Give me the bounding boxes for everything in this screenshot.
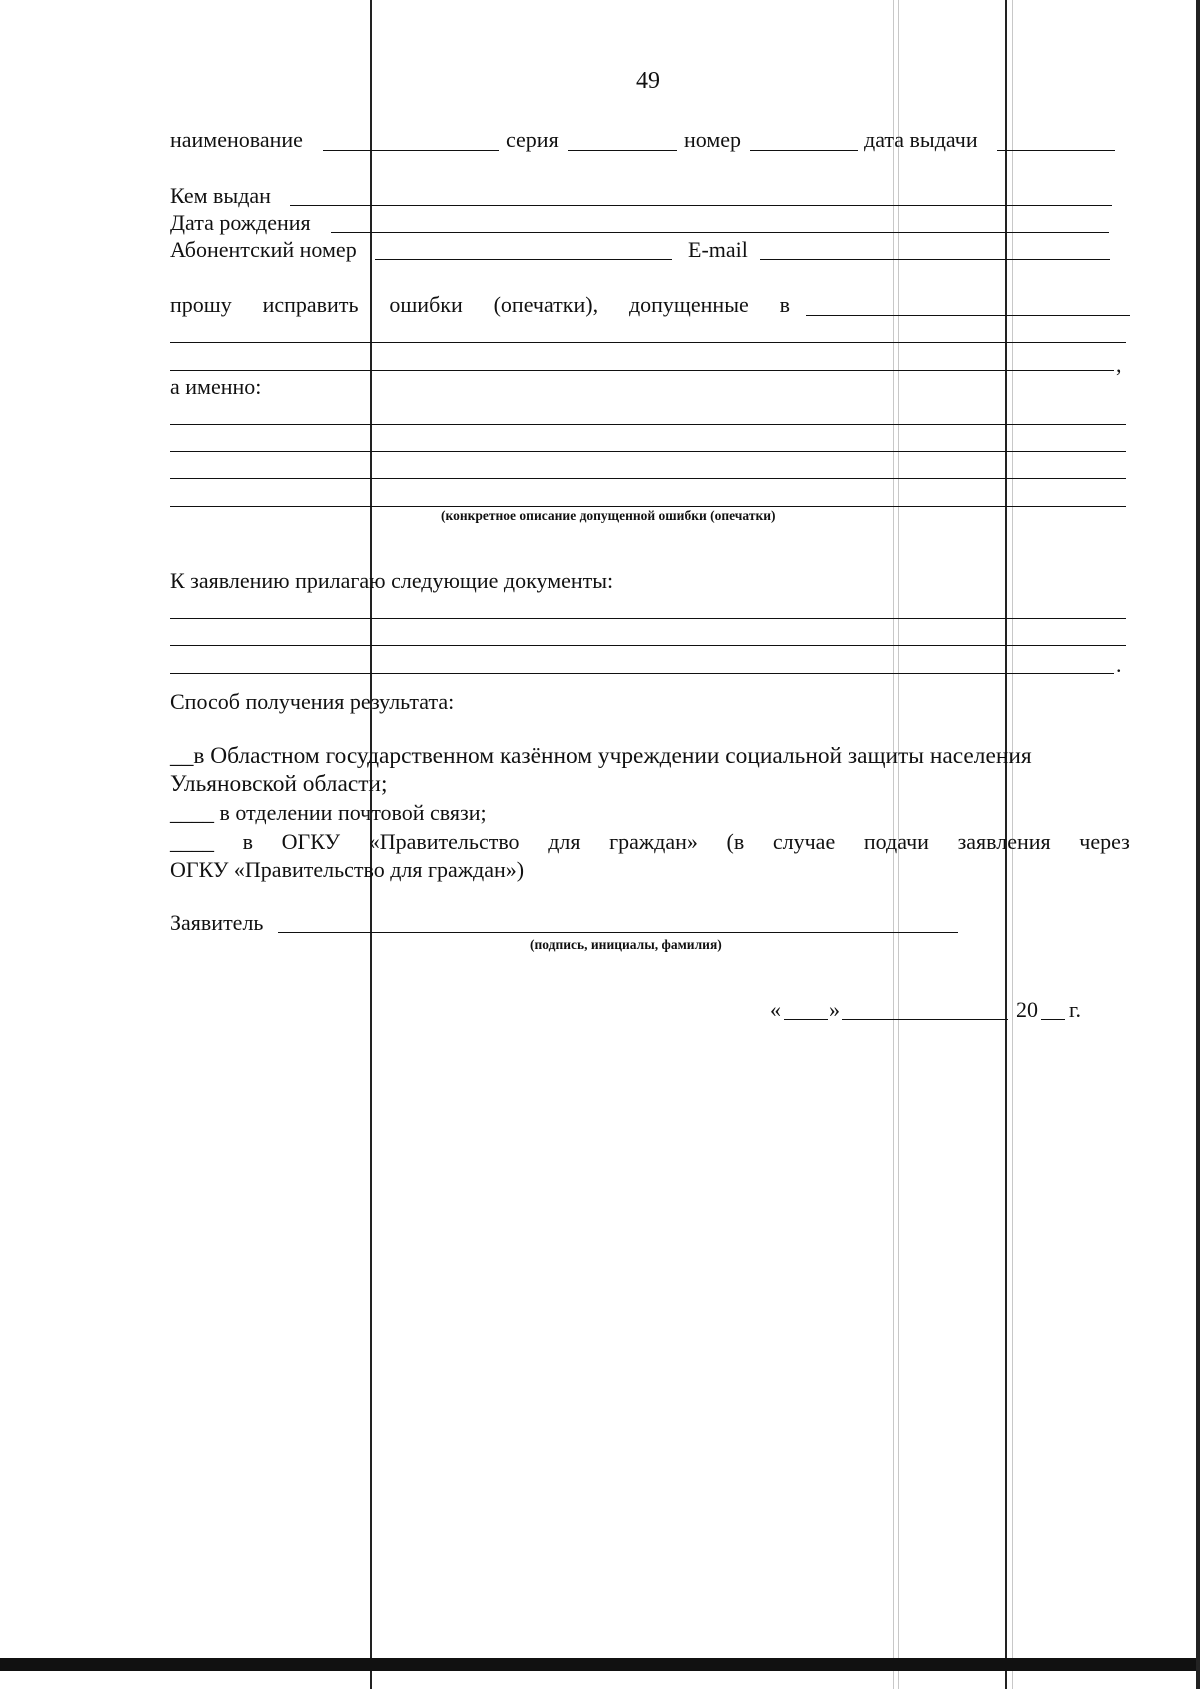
date-month-line bbox=[842, 1019, 1008, 1020]
date-open-quote: « bbox=[770, 997, 781, 1022]
option-gov-word: подачи bbox=[863, 829, 929, 854]
request-word: (опечатки), bbox=[493, 292, 599, 317]
request-word: в bbox=[779, 292, 790, 317]
result-method-label: Способ получения результата: bbox=[170, 689, 455, 714]
request-line bbox=[170, 292, 790, 318]
attachments-line bbox=[170, 618, 1126, 619]
option-post-text: в отделении почтовой связи; bbox=[219, 800, 487, 825]
option-gov-word: для bbox=[548, 829, 581, 854]
subscriber-number-label: Абонентский номер bbox=[170, 237, 357, 262]
namely-label: а именно: bbox=[170, 374, 262, 399]
issued-by-label: Кем выдан bbox=[170, 183, 271, 208]
option-gov-word: заявления bbox=[957, 829, 1051, 854]
applicant-label: Заявитель bbox=[170, 910, 264, 935]
option-gov-word: (в bbox=[726, 829, 745, 854]
series-label: серия bbox=[506, 127, 559, 152]
option-office bbox=[170, 743, 1032, 769]
number-field-line bbox=[750, 150, 858, 151]
date-close-quote: » bbox=[829, 997, 840, 1022]
error-description-line bbox=[170, 506, 1126, 507]
attachments-line bbox=[170, 645, 1126, 646]
date-day-line bbox=[784, 1019, 828, 1020]
birth-date-label: Дата рождения bbox=[170, 210, 311, 235]
document-name-field-line bbox=[170, 342, 1126, 343]
option-post bbox=[170, 800, 487, 826]
option-gov-word: ОГКУ bbox=[281, 829, 341, 854]
option-gov-word: ____ bbox=[170, 829, 214, 854]
option-government-line2: ОГКУ «Правительство для граждан») bbox=[170, 857, 525, 882]
period: . bbox=[1116, 652, 1122, 677]
name-label: наименование bbox=[170, 127, 303, 152]
option-office-line2: Ульяновской области; bbox=[170, 771, 388, 797]
request-word: допущенные bbox=[628, 292, 749, 317]
number-label: номер bbox=[684, 127, 742, 152]
email-label: E-mail bbox=[688, 237, 748, 262]
request-word: прошу bbox=[170, 292, 232, 317]
page-number: 49 bbox=[636, 68, 660, 94]
comma: , bbox=[1116, 352, 1122, 377]
scan-right-border bbox=[1196, 0, 1200, 1689]
date-year-line bbox=[1041, 1019, 1065, 1020]
document-name-field-line bbox=[170, 370, 1114, 371]
error-description-line bbox=[170, 451, 1126, 452]
option-gov-word: граждан» bbox=[609, 829, 698, 854]
error-description-line bbox=[170, 424, 1126, 425]
issue-date-label: дата выдачи bbox=[864, 127, 978, 152]
applicant-signature-line bbox=[278, 932, 958, 933]
option-post-blank: ____ bbox=[170, 800, 214, 825]
signature-caption: (подпись, инициалы, фамилия) bbox=[530, 937, 722, 952]
option-office-blank: __ bbox=[170, 743, 194, 769]
issue-date-field-line bbox=[997, 150, 1115, 151]
request-word: исправить bbox=[262, 292, 359, 317]
subscriber-number-field-line bbox=[375, 259, 672, 260]
email-field-line bbox=[760, 259, 1110, 260]
birth-date-field-line bbox=[331, 232, 1109, 233]
date-year-suffix: г. bbox=[1069, 997, 1082, 1022]
option-gov-word: в bbox=[242, 829, 254, 854]
issued-by-field-line bbox=[290, 205, 1112, 206]
error-description-caption: (конкретное описание допущенной ошибки (опечатки) bbox=[441, 508, 776, 523]
attachments-line bbox=[170, 673, 1114, 674]
date-year-prefix: 20 bbox=[1016, 997, 1038, 1022]
error-description-line bbox=[170, 478, 1126, 479]
document-name-field-line bbox=[806, 315, 1130, 316]
option-gov-word: «Правительство bbox=[368, 829, 520, 854]
name-field-line bbox=[323, 150, 499, 151]
option-gov-word: случае bbox=[772, 829, 836, 854]
option-gov-word: через bbox=[1079, 829, 1130, 854]
option-office-text: в Областном государственном казённом учреждении социальной защиты населения bbox=[193, 743, 1032, 769]
request-word: ошибки bbox=[389, 292, 463, 317]
attachments-label: К заявлению прилагаю следующие документы: bbox=[170, 568, 614, 593]
scan-bottom-border bbox=[0, 1658, 1200, 1671]
option-government-line1 bbox=[170, 829, 1130, 855]
series-field-line bbox=[568, 150, 677, 151]
